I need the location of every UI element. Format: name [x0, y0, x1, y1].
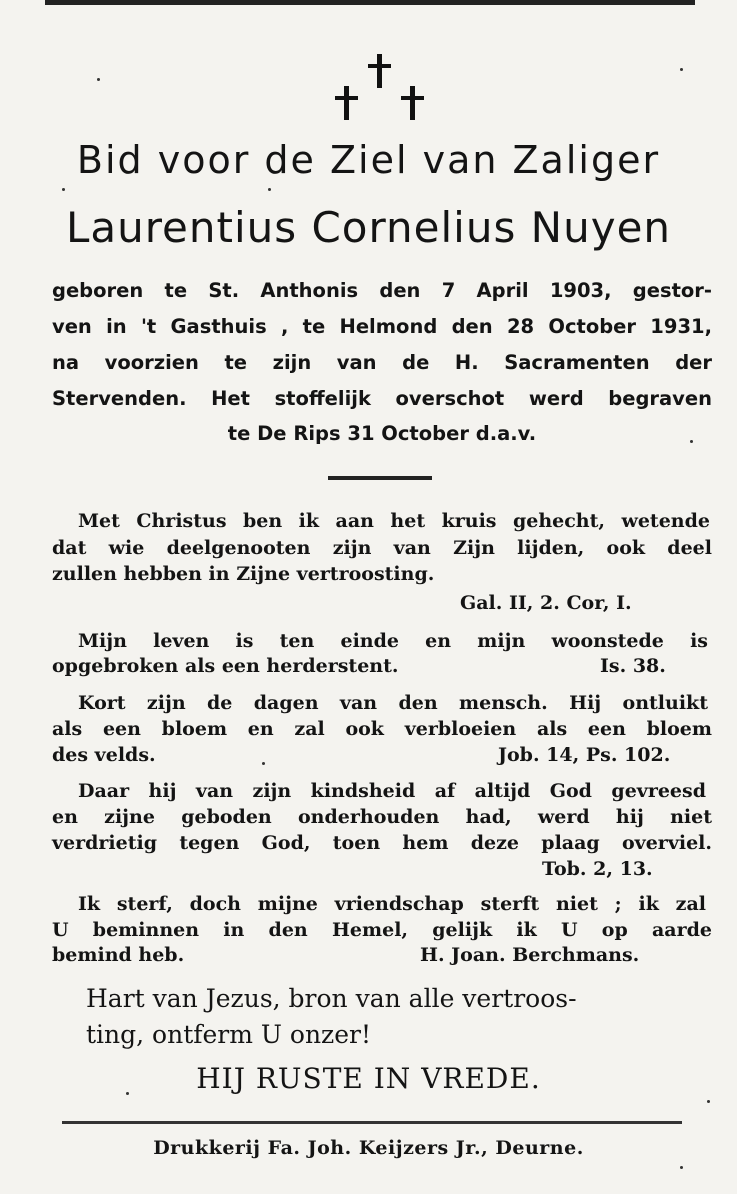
verse-line: en zijne geboden onderhouden had, werd hij niet: [52, 806, 712, 828]
bio-line: geboren te St. Anthonis den 7 April 1903, gestor-: [52, 279, 712, 302]
closing-rest-in-peace: HIJ RUSTE IN VREDE.: [196, 1062, 541, 1095]
bottom-rule: [62, 1121, 682, 1124]
bio-line: te De Rips 31 October d.a.v.: [227, 422, 537, 445]
print-speck: [62, 188, 65, 191]
three-crosses-icon: [330, 50, 430, 125]
verse-line: dat wie deelgenooten zijn van Zijn lijden, ook deel: [52, 537, 712, 559]
verse-line: als een bloem en zal ook verbloeien als een bloem: [52, 718, 712, 740]
verse-line: bemind heb.: [52, 944, 185, 966]
verse-line: Kort zijn de dagen van den mensch. Hij ontluikt: [78, 692, 708, 714]
prayer-line: Hart van Jezus, bron van alle vertroos-: [86, 984, 577, 1013]
verse-line: verdrietig tegen God, toen hem deze plaag overviel.: [52, 832, 712, 854]
printer-credit: Drukkerij Fa. Joh. Keijzers Jr., Deurne.: [153, 1137, 584, 1159]
top-border-rule: [45, 0, 695, 5]
verse-line: U beminnen in den Hemel, gelijk ik U op aarde: [52, 919, 712, 941]
print-speck: [690, 440, 693, 443]
verse-reference: H. Joan. Berchmans.: [420, 944, 640, 966]
bio-line: ven in 't Gasthuis , te Helmond den 28 October 1931,: [52, 315, 712, 338]
verse-line: Ik sterf, doch mijne vriendschap sterft niet ; ik zal: [78, 893, 706, 915]
verse-reference: Gal. II, 2. Cor, I.: [460, 592, 632, 614]
heading-pray-for-soul: Bid voor de Ziel van Zaliger: [76, 138, 661, 182]
print-speck: [268, 188, 271, 191]
bio-line: Stervenden. Het stoffelijk overschot werd begraven: [52, 387, 712, 410]
verse-reference: Is. 38.: [600, 655, 666, 677]
prayer-line: ting, ontferm U onzer!: [86, 1020, 372, 1049]
print-speck: [97, 78, 100, 81]
print-speck: [707, 1100, 710, 1103]
section-divider: [328, 476, 432, 480]
print-speck: [126, 1092, 129, 1095]
verse-line: des velds.: [52, 744, 156, 766]
verse-line: opgebroken als een herderstent.: [52, 655, 399, 677]
verse-reference: Job. 14, Ps. 102.: [498, 744, 671, 766]
deceased-name: Laurentius Cornelius Nuyen: [65, 203, 672, 252]
bio-line: na voorzien te zijn van de H. Sacramenten der: [52, 351, 712, 374]
print-speck: [680, 68, 683, 71]
print-speck: [262, 762, 265, 765]
verse-line: Met Christus ben ik aan het kruis gehecht, wetende: [78, 510, 710, 532]
verse-reference: Tob. 2, 13.: [542, 858, 653, 880]
verse-line: Daar hij van zijn kindsheid af altijd God gevreesd: [78, 780, 706, 802]
verse-line: Mijn leven is ten einde en mijn woonstede is: [78, 630, 708, 652]
print-speck: [680, 1166, 683, 1169]
verse-line: zullen hebben in Zijne vertroosting.: [52, 563, 435, 585]
